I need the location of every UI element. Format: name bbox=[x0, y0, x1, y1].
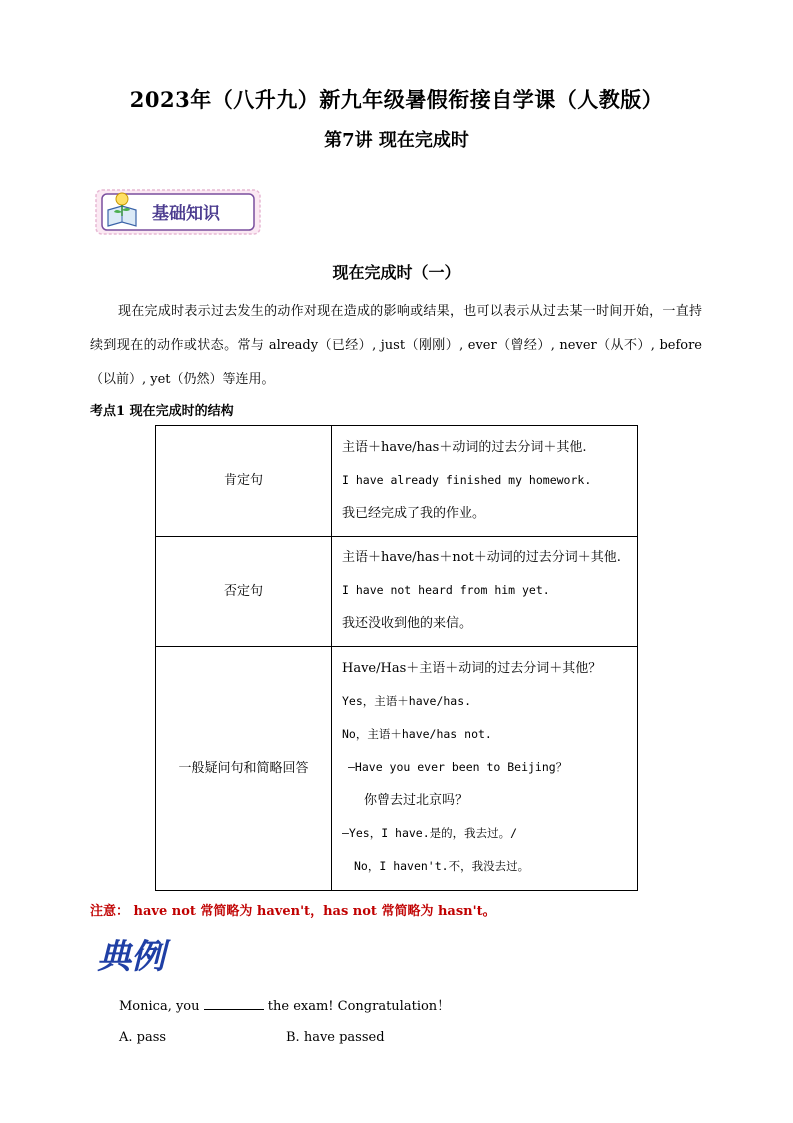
example-translation: 我已经完成了我的作业。 bbox=[342, 505, 486, 521]
answer-blank[interactable] bbox=[204, 997, 264, 1010]
intro-paragraph: 现在完成时表示过去发生的动作对现在造成的影响或结果，也可以表示从过去某一时间开始，一直持续到现在的动作或状态。常与 already（已经）, just（刚刚）, ever（曾经）, never（从不）, before（以前）, yet（仍然）等连用。 bbox=[90, 304, 702, 387]
example-translation: 我还没收到他的来信。 bbox=[342, 616, 473, 631]
row-label: 一般疑问句和简略回答 bbox=[156, 647, 332, 891]
short-answer-no: No，主语＋have/has not. bbox=[342, 727, 492, 741]
note-text: 注意： have not 常简略为 haven't，has not 常简略为 hasn't。 bbox=[90, 904, 496, 919]
row-content bbox=[332, 426, 638, 537]
structure-formula: 主语＋have/has＋动词的过去分词＋其他. bbox=[342, 439, 587, 455]
table-row bbox=[156, 647, 638, 891]
row-content bbox=[332, 647, 638, 891]
structure-table bbox=[155, 425, 638, 891]
table-row bbox=[156, 537, 638, 647]
question-text-end: the exam! Congratulation！ bbox=[263, 999, 451, 1014]
kaodian-heading: 考点1 现在完成时的结构 bbox=[90, 404, 234, 419]
example-question: —Have you ever been to Beijing？ bbox=[348, 760, 568, 774]
option-a[interactable]: A. pass bbox=[119, 1030, 167, 1045]
structure-formula: 主语＋have/has＋not＋动词的过去分词＋其他. bbox=[342, 550, 621, 565]
short-answer-yes: Yes，主语＋have/has. bbox=[342, 694, 472, 708]
row-label: 肯定句 bbox=[156, 426, 332, 537]
banner-label: 基础知识 bbox=[152, 204, 220, 224]
example-sentence: I have already finished my homework. bbox=[342, 472, 592, 487]
example-logo-text: 典例 bbox=[97, 937, 165, 977]
lesson-subtitle: 第7讲 现在完成时 bbox=[324, 130, 469, 151]
example-question-line bbox=[119, 995, 450, 1014]
section-title: 现在完成时（一） bbox=[332, 263, 461, 282]
row-content bbox=[332, 537, 638, 647]
example-question-translation: 你曾去过北京吗？ bbox=[364, 793, 469, 808]
example-sentence: I have not heard from him yet. bbox=[342, 583, 550, 597]
table-row bbox=[156, 426, 638, 537]
basic-knowledge-banner bbox=[94, 186, 262, 238]
page-title: 2023年（八升九）新九年级暑假衔接自学课（人教版） bbox=[129, 87, 664, 112]
example-logo bbox=[95, 934, 175, 978]
example-logo-graphic bbox=[95, 934, 175, 978]
row-label: 否定句 bbox=[156, 537, 332, 647]
question-text-start: Monica, you bbox=[119, 999, 204, 1014]
option-b[interactable]: B. have passed bbox=[286, 1030, 385, 1045]
example-answer-yes: —Yes，I have.是的，我去过。/ bbox=[342, 826, 518, 840]
structure-formula: Have/Has＋主语＋动词的过去分词＋其他？ bbox=[342, 661, 602, 676]
example-answer-no: No，I haven't.不，我没去过。 bbox=[354, 859, 530, 873]
